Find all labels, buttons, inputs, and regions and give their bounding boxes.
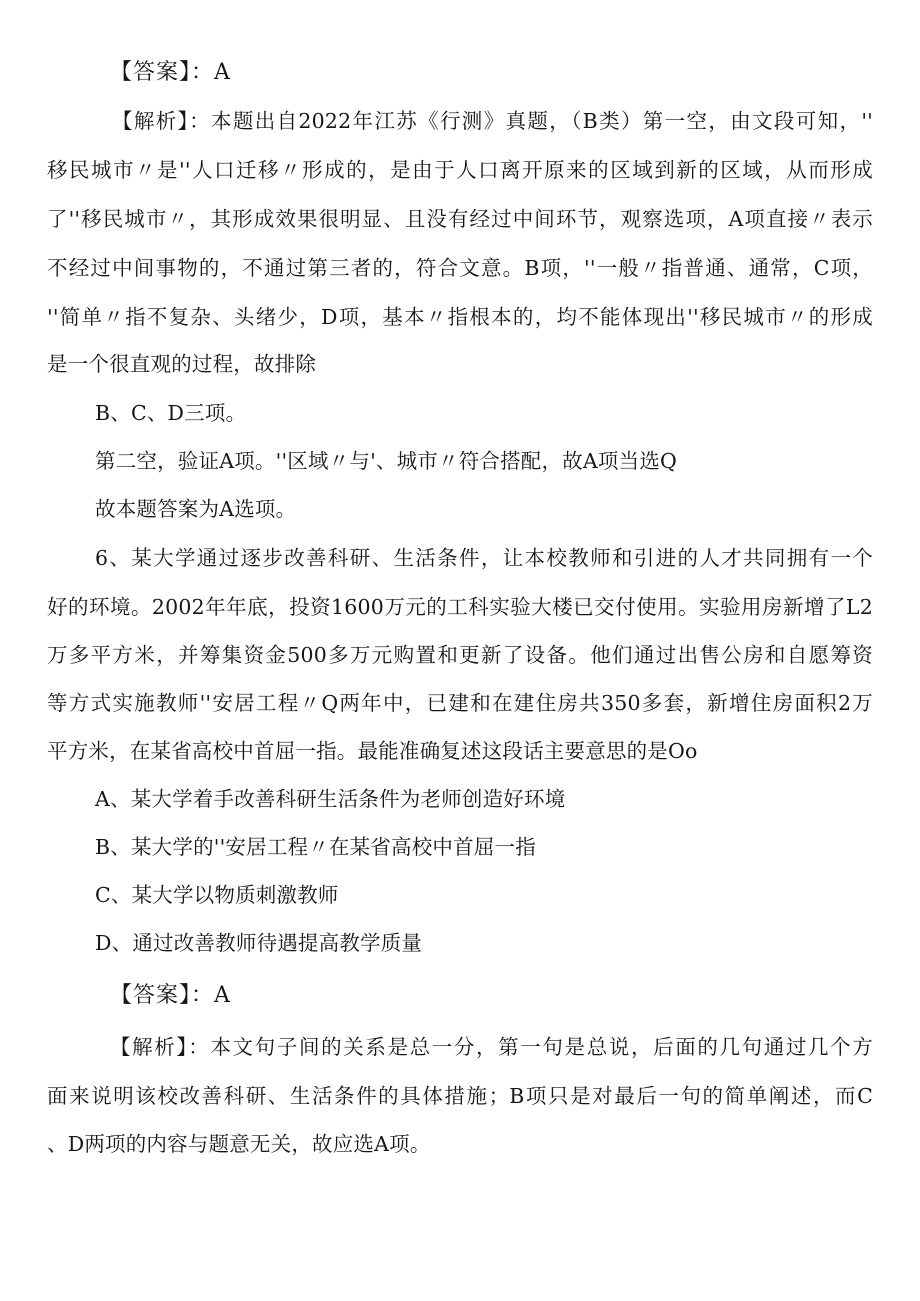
option-a: A、某大学着手改善科研生活条件为老师创造好环境	[95, 787, 566, 811]
question-stem-line: 6、某大学通过逐步改善科研、生活条件，让本校教师和引进的人才共同拥有一个	[95, 546, 873, 570]
answer-label: 【答案】：A	[110, 60, 231, 85]
option-d: D、通过改善教师待遇提高教学质量	[95, 931, 423, 955]
text-line: 第二空，验证A项。''区域〃与'、城市〃符合搭配，故A项当选Q	[95, 449, 678, 473]
analysis-line: 【解析】：本文句子间的关系是总一分，第一句是总说，后面的几句通过几个方	[110, 1035, 873, 1059]
option-b: B、某大学的''安居工程〃在某省高校中首屈一指	[95, 835, 536, 859]
analysis-line: 、D两项的内容与题意无关，故应选A项。	[47, 1132, 431, 1156]
question-stem-line: 万多平方米，并筹集资金500多万元购置和更新了设备。他们通过出售公房和自愿筹资	[47, 643, 873, 667]
question-stem-line: 平方米，在某省高校中首屈一指。最能准确复述这段话主要意思的是Oo	[47, 739, 698, 763]
text-line: B、C、D三项。	[95, 401, 247, 425]
question-stem-line: 等方式实施教师''安居工程〃Q两年中，已建和在建住房共350多套，新增住房面积2万	[47, 691, 873, 715]
analysis-line: 是一个很直观的过程，故排除	[47, 352, 317, 376]
answer-label: 【答案】：A	[110, 983, 231, 1008]
question-stem-line: 好的环境。2002年年底，投资1600万元的工科实验大楼已交付使用。实验用房新增了L2	[47, 595, 873, 619]
analysis-line: 面来说明该校改善科研、生活条件的具体措施；B项只是对最后一句的简单阐述，而C	[47, 1084, 873, 1108]
analysis-line: 不经过中间事物的，不通过第三者的，符合文意。B项，''一般〃指普通、通常，C项，	[47, 256, 873, 280]
text-line: 故本题答案为A选项。	[95, 497, 297, 521]
analysis-line: 【解析】：本题出自2022年江苏《行测》真题，（B类）第一空，由文段可知，''	[112, 109, 873, 133]
analysis-line: ''简单〃指不复杂、头绪少，D项，基本〃指根本的，均不能体现出''移民城市〃的形成	[47, 305, 873, 329]
analysis-line: 了''移民城市〃，其形成效果很明显、且没有经过中间环节，观察选项，A项直接〃表示	[47, 207, 873, 231]
option-c: C、某大学以物质刺激教师	[95, 883, 339, 907]
analysis-line: 移民城市〃是''人口迁移〃形成的，是由于人口离开原来的区域到新的区域，从而形成	[47, 158, 873, 182]
